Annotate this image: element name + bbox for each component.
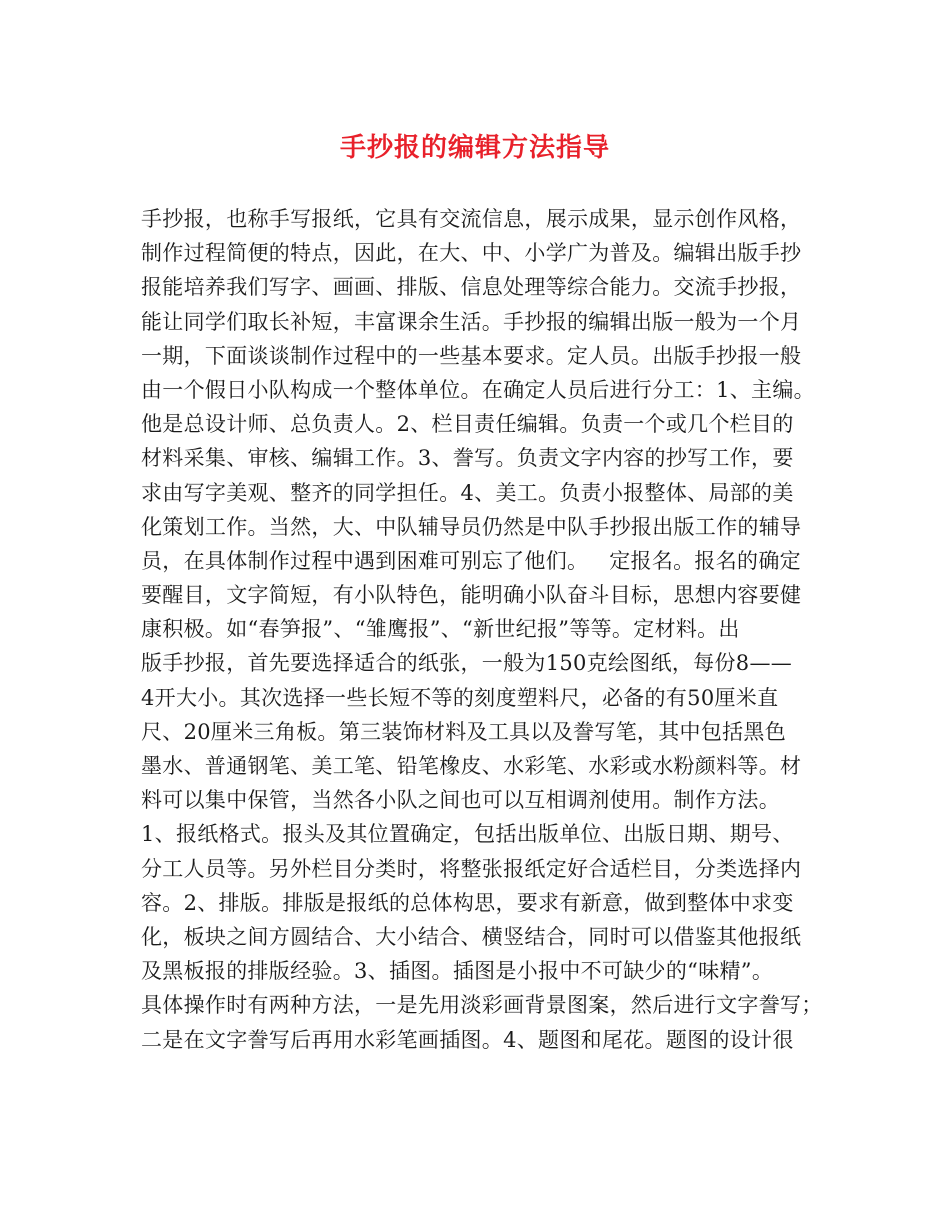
body-line: 化，板块之间方圆结合、大小结合、横竖结合，同时可以借鉴其他报纸: [141, 924, 802, 949]
body-line: 尺、20厘米三角板。第三装饰材料及工具以及誊写笔，其中包括黑色: [141, 719, 787, 744]
body-line: 他是总设计师、总负责人。2、栏目责任编辑。负责一个或几个栏目的: [141, 412, 794, 437]
body-line: 化策划工作。当然，大、中队辅导员仍然是中队手抄报出版工作的辅导: [141, 514, 802, 539]
body-line: 墨水、普通钢笔、美工笔、铅笔橡皮、水彩笔、水彩或水粉颜料等。材: [141, 754, 802, 778]
body-line: 材料采集、审核、编辑工作。3、誊写。负责文字内容的抄写工作，要: [141, 446, 794, 471]
body-line: 手抄报，也称手写报纸，它具有交流信息，展示成果，显示创作风格，: [141, 207, 802, 231]
body-line: 1、报纸格式。报头及其位置确定，包括出版单位、出版日期、期号、: [141, 822, 794, 847]
body-line: 制作过程简便的特点，因此，在大、中、小学广为普及。编辑出版手抄: [141, 241, 802, 266]
body-line: 分工人员等。另外栏目分类时，将整张报纸定好合适栏目，分类选择内: [141, 856, 802, 881]
body-line: 康积极。如“春笋报”、“雏鹰报”、“新世纪报”等等。定材料。出: [141, 617, 740, 642]
body-line: 由一个假日小队构成一个整体单位。在确定人员后进行分工：1、主编。: [141, 377, 815, 402]
body-line: 求由写字美观、整齐的同学担任。4、美工。负责小报整体、局部的美: [141, 480, 794, 505]
body-line: 及黑板报的排版经验。3、插图。插图是小报中不可缺少的“味精”。: [141, 959, 774, 984]
body-line: 具体操作时有两种方法，一是先用淡彩画背景图案，然后进行文字誊写；: [141, 993, 823, 1018]
body-line: 报能培养我们写字、画画、排版、信息处理等综合能力。交流手抄报，: [141, 275, 802, 300]
body-line: 员，在具体制作过程中遇到困难可别忘了他们。 定报名。报名的确定: [141, 548, 801, 573]
body-line: 二是在文字誊写后再用水彩笔画插图。4、题图和尾花。题图的设计很: [141, 1027, 794, 1052]
body-line: 要醒目，文字简短，有小队特色，能明确小队奋斗目标，思想内容要健: [141, 583, 802, 608]
body-line: 版手抄报，首先要选择适合的纸张，一般为150克绘图纸，每份8——: [141, 651, 793, 676]
body-line: 一期，下面谈谈制作过程中的一些基本要求。定人员。出版手抄报一般: [141, 343, 802, 368]
body-line: 料可以集中保管，当然各小队之间也可以互相调剂使用。制作方法。: [141, 788, 780, 813]
body-line: 能让同学们取长补短，丰富课余生活。手抄报的编辑出版一般为一个月: [141, 309, 802, 334]
document-title: 手抄报的编辑方法指导: [339, 133, 610, 163]
document-body: [141, 202, 831, 1057]
body-line: 4开大小。其次选择一些长短不等的刻度塑料尺，必备的有50厘米直: [141, 685, 779, 710]
body-line: 容。2、排版。排版是报纸的总体构思，要求有新意，做到整体中求变: [141, 890, 794, 915]
